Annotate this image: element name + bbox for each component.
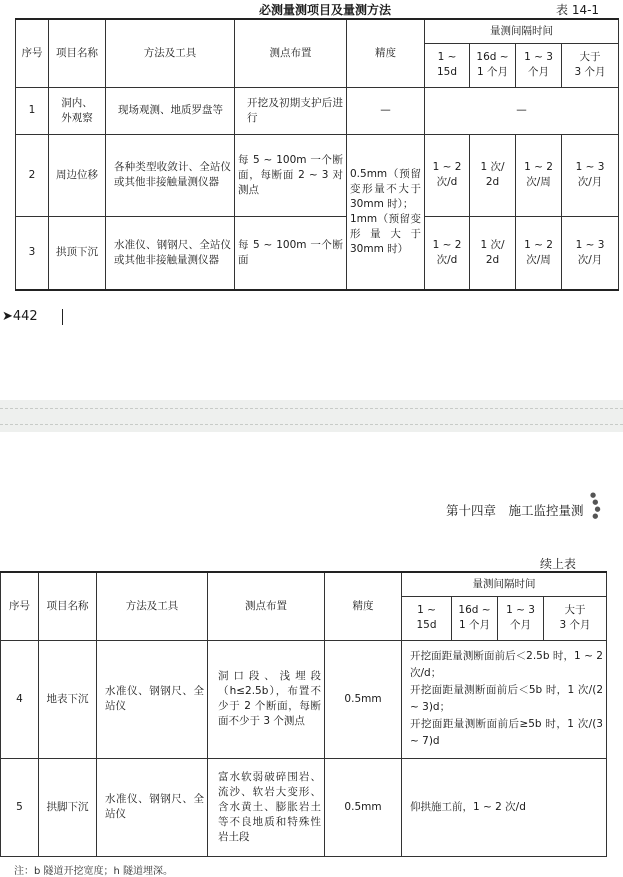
table-row bbox=[16, 87, 619, 134]
header-method: 方法及工具 bbox=[106, 19, 235, 87]
row-interval-2: 1 次/ 2d bbox=[470, 216, 516, 290]
row-interval: 仰拱施工前，1 ~ 2 次/d bbox=[402, 758, 607, 856]
row-interval-4: 1 ~ 3 次/月 bbox=[562, 216, 619, 290]
header-interval: 量测间隔时间 bbox=[402, 572, 607, 596]
row-name: 地表下沉 bbox=[39, 640, 97, 758]
row-precision: 0.5mm bbox=[325, 758, 402, 856]
header-name: 项目名称 bbox=[49, 19, 106, 87]
row-layout: 洞口段、浅埋段（h≤2.5b），布置不少于 2 个断面，每断面不少于 3 个测点 bbox=[208, 640, 325, 758]
table-note: 注：b 隧道开挖宽度；h 隧道埋深。 bbox=[14, 866, 174, 877]
row-layout: 开挖及初期支护后进行 bbox=[235, 87, 347, 134]
header-precision: 精度 bbox=[347, 19, 425, 87]
header-no: 序号 bbox=[16, 19, 49, 87]
row-method: 各种类型收敛计、全站仪或其他非接触量测仪器 bbox=[106, 134, 235, 216]
row-method: 现场观测、地质罗盘等 bbox=[106, 87, 235, 134]
header-interval-2: 16d ~ 1 个月 bbox=[452, 596, 498, 640]
header-interval-4: 大于 3 个月 bbox=[544, 596, 607, 640]
header-interval-3: 1 ~ 3 个月 bbox=[516, 43, 562, 87]
row-method: 水准仪、钢钢尺、全站仪 bbox=[97, 758, 208, 856]
row-precision: 0.5mm bbox=[325, 640, 402, 758]
row-method: 水准仪、钢钢尺、全站仪 bbox=[97, 640, 208, 758]
row-interval-3: 1 ~ 2 次/周 bbox=[516, 134, 562, 216]
continued-label: 续上表 bbox=[540, 557, 577, 571]
row-no: 4 bbox=[1, 640, 39, 758]
row-name: 拱脚下沉 bbox=[39, 758, 97, 856]
header-layout: 测点布置 bbox=[235, 19, 347, 87]
table-title: 必测量测项目及量测方法 bbox=[258, 3, 391, 17]
row-interval: — bbox=[425, 87, 619, 134]
measurement-table-continued bbox=[0, 571, 607, 857]
running-head: 第十四章 施工监控量测 bbox=[446, 503, 584, 518]
row-interval-1: 1 ~ 2 次/d bbox=[425, 216, 470, 290]
row-layout: 富水软弱破碎围岩、流沙、软岩大变形、含水黄土、膨胀岩土等不良地质和特殊性岩土段 bbox=[208, 758, 325, 856]
header-no: 序号 bbox=[1, 572, 39, 640]
row-interval-3: 1 ~ 2 次/周 bbox=[516, 216, 562, 290]
row-no: 3 bbox=[16, 216, 49, 290]
page-gap bbox=[0, 400, 623, 432]
row-name: 拱顶下沉 bbox=[49, 216, 106, 290]
page-top bbox=[0, 0, 623, 400]
row-layout: 每 5 ~ 100m 一个断面 bbox=[235, 216, 347, 290]
row-no: 5 bbox=[1, 758, 39, 856]
row-interval: 开挖面距量测断面前后＜2.5b 时，1 ~ 2 次/d； 开挖面距量测断面前后＜5b 时，1 次/(2 ~ 3)d； 开挖面距量测断面前后≥5b 时，1 次/(3 ~ 7)d bbox=[402, 640, 607, 758]
header-method: 方法及工具 bbox=[97, 572, 208, 640]
decoration-dots: ● ● ● ● bbox=[590, 491, 601, 520]
row-interval-2: 1 次/ 2d bbox=[470, 134, 516, 216]
header-interval: 量测间隔时间 bbox=[425, 19, 619, 43]
table-row bbox=[16, 216, 619, 290]
row-method: 水准仪、钢钢尺、全站仪或其他非接触量测仪器 bbox=[106, 216, 235, 290]
page-number-divider bbox=[62, 309, 63, 325]
table-row bbox=[1, 758, 607, 856]
header-interval-2: 16d ~ 1 个月 bbox=[470, 43, 516, 87]
row-layout: 每 5 ~ 100m 一个断面，每断面 2 ~ 3 对测点 bbox=[235, 134, 347, 216]
page-number: ➤442 bbox=[2, 309, 38, 324]
table-row bbox=[1, 640, 607, 758]
header-name: 项目名称 bbox=[39, 572, 97, 640]
row-no: 1 bbox=[16, 87, 49, 134]
header-interval-1: 1 ~ 15d bbox=[402, 596, 452, 640]
header-interval-3: 1 ~ 3 个月 bbox=[498, 596, 544, 640]
row-interval-4: 1 ~ 3 次/月 bbox=[562, 134, 619, 216]
row-no: 2 bbox=[16, 134, 49, 216]
table-number: 表 14-1 bbox=[556, 3, 600, 17]
measurement-table bbox=[15, 18, 619, 291]
row-name: 周边位移 bbox=[49, 134, 106, 216]
header-interval-4: 大于 3 个月 bbox=[562, 43, 619, 87]
table-row bbox=[16, 134, 619, 216]
row-name: 洞内、 外观察 bbox=[49, 87, 106, 134]
row-interval-1: 1 ~ 2 次/d bbox=[425, 134, 470, 216]
row-precision: — bbox=[347, 87, 425, 134]
header-precision: 精度 bbox=[325, 572, 402, 640]
row-precision: 0.5mm（预留变形量不大于30mm 时）； 1mm（预留变形量大于30mm 时） bbox=[347, 134, 425, 290]
header-interval-1: 1 ~ 15d bbox=[425, 43, 470, 87]
header-layout: 测点布置 bbox=[208, 572, 325, 640]
